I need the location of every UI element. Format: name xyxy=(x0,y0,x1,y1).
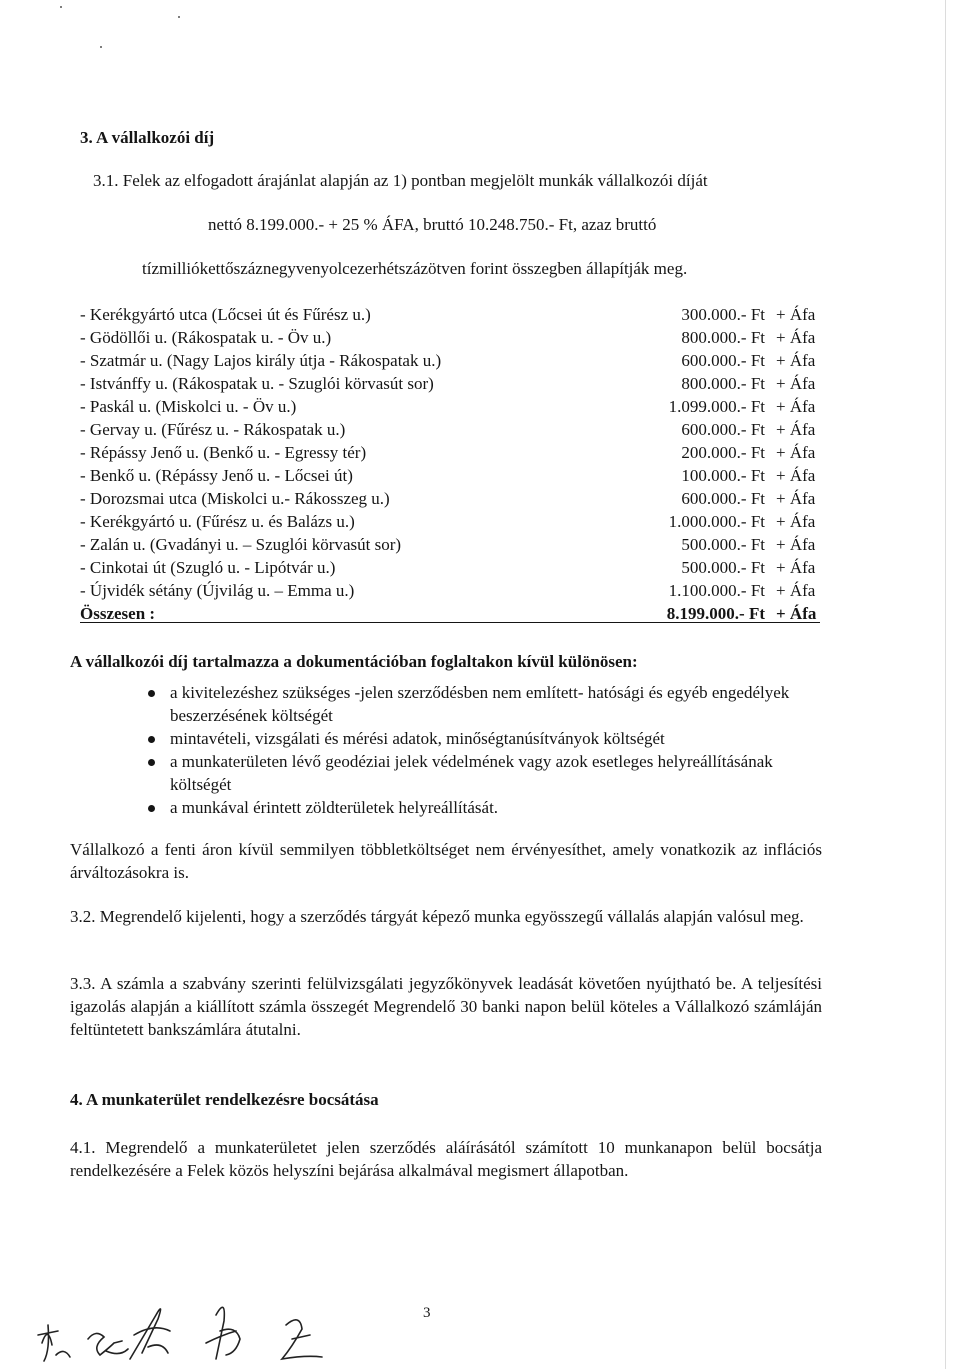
total-amount: 8.199.000.- Ft xyxy=(666,604,765,623)
paragraph-3-3: 3.3. A számla a szabvány szerinti felülvizsgálati jegyzőkönyvek leadását követően nyújtható be. A teljesítési igazolás alapján a kiállított számla összegét Megrendelő 30 banki napon belül köteles a Vállalkozó számláján feltüntetett bankszámlára átutalni. xyxy=(70,974,822,1039)
list-item: a munkával érintett zöldterületek helyreállítását. xyxy=(170,796,810,819)
row-amount: 1.099.000.- Ft xyxy=(668,397,765,416)
table-row xyxy=(80,304,840,326)
row-vat: + Áfa xyxy=(776,581,816,600)
row-vat: + Áfa xyxy=(776,489,816,508)
no-extra-cost-paragraph: Vállalkozó a fenti áron kívül semmilyen többletköltséget nem érvényesíthet, amely vonatkozik az inflációs árváltozásokra is. xyxy=(70,840,822,882)
row-amount: 100.000.- Ft xyxy=(681,466,765,485)
table-row xyxy=(80,488,840,510)
row-location: - Gervay u. (Fűrész u. - Rákospatak u.) xyxy=(80,420,346,439)
scan-speck xyxy=(100,46,102,48)
section-4-heading: 4. A munkaterület rendelkezésre bocsátása xyxy=(70,1090,379,1109)
table-row xyxy=(80,465,840,487)
table-row xyxy=(80,373,840,395)
paragraph-3-1-line-1: 3.1. Felek az elfogadott árajánlat alapján az 1) pontban megjelölt munkák vállalkozói díját xyxy=(93,171,708,190)
row-amount: 600.000.- Ft xyxy=(681,420,765,439)
list-item: a munkaterületen lévő geodéziai jelek védelmének vagy azok esetleges helyreállításának költségét xyxy=(170,750,810,796)
row-location: - Gödöllői u. (Rákospatak u. - Öv u.) xyxy=(80,328,332,347)
scan-speck xyxy=(60,6,62,8)
total-label: Összesen : xyxy=(80,604,156,623)
row-vat: + Áfa xyxy=(776,397,816,416)
row-amount: 500.000.- Ft xyxy=(681,535,765,554)
includes-list xyxy=(170,681,810,819)
row-location: - Dorozsmai utca (Miskolci u.- Rákosszeg u.) xyxy=(80,489,390,508)
table-row xyxy=(80,511,840,533)
row-vat: + Áfa xyxy=(776,305,816,324)
row-vat: + Áfa xyxy=(776,374,816,393)
paragraph-4-1: 4.1. Megrendelő a munkaterületet jelen szerződés aláírásától számított 10 munkanapon belül bocsátja rendelkezésére a Felek közös helyszíni bejárása alkalmával megismert állapotban. xyxy=(70,1138,822,1180)
row-location: - Paskál u. (Miskolci u. - Öv u.) xyxy=(80,397,297,416)
row-amount: 600.000.- Ft xyxy=(681,351,765,370)
list-item: a kivitelezéshez szükséges -jelen szerződésben nem említett- hatósági és egyéb engedélyek beszerzésének költségét xyxy=(170,681,810,727)
table-row xyxy=(80,350,840,372)
paragraph-3-2: 3.2. Megrendelő kijelenti, hogy a szerződés tárgyát képező munka egyösszegű vállalás alapján valósul meg. xyxy=(70,907,804,926)
row-amount: 200.000.- Ft xyxy=(681,443,765,462)
row-location: - Istvánffy u. (Rákospatak u. - Szuglói körvasút sor) xyxy=(80,374,434,393)
paragraph-3-1-line-3: tízmilliókettőszáznegyvenyolcezerhétszázötven forint összegben állapítják meg. xyxy=(142,259,688,278)
section-3-heading: 3. A vállalkozói díj xyxy=(80,128,215,147)
page-number: 3 xyxy=(423,1305,431,1321)
row-vat: + Áfa xyxy=(776,351,816,370)
row-location: - Újvidék sétány (Újvilág u. – Emma u.) xyxy=(80,581,355,600)
scan-speck xyxy=(178,16,180,18)
row-amount: 800.000.- Ft xyxy=(681,374,765,393)
row-location: - Kerékgyártó utca (Lőcsei út és Fűrész u.) xyxy=(80,305,371,324)
row-amount: 600.000.- Ft xyxy=(681,489,765,508)
table-row xyxy=(80,534,840,556)
row-location: - Szatmár u. (Nagy Lajos király útja - Rákospatak u.) xyxy=(80,351,442,370)
row-location: - Kerékgyártó u. (Fűrész u. és Balázs u.) xyxy=(80,512,355,531)
list-item: mintavételi, vizsgálati és mérési adatok, minőségtanúsítványok költségét xyxy=(170,727,810,750)
table-row xyxy=(80,327,840,349)
row-amount: 1.100.000.- Ft xyxy=(668,581,765,600)
row-vat: + Áfa xyxy=(776,558,816,577)
handwritten-signatures xyxy=(30,1295,330,1365)
row-location: - Benkő u. (Répássy Jenő u. - Lőcsei út) xyxy=(80,466,353,485)
row-amount: 300.000.- Ft xyxy=(681,305,765,324)
row-amount: 1.000.000.- Ft xyxy=(668,512,765,531)
row-vat: + Áfa xyxy=(776,328,816,347)
row-location: - Zalán u. (Gvadányi u. – Szuglói körvasút sor) xyxy=(80,535,402,554)
row-vat: + Áfa xyxy=(776,512,816,531)
table-row xyxy=(80,396,840,418)
table-row xyxy=(80,557,840,579)
scan-edge-line xyxy=(945,0,946,1369)
row-amount: 500.000.- Ft xyxy=(681,558,765,577)
row-vat: + Áfa xyxy=(776,535,816,554)
row-vat: + Áfa xyxy=(776,466,816,485)
paragraph-3-1-line-2: nettó 8.199.000.- + 25 % ÁFA, bruttó 10.248.750.- Ft, azaz bruttó xyxy=(208,215,657,234)
row-location: - Cinkotai út (Szugló u. - Lipótvár u.) xyxy=(80,558,336,577)
table-row xyxy=(80,419,840,441)
row-vat: + Áfa xyxy=(776,443,816,462)
includes-heading: A vállalkozói díj tartalmazza a dokumentációban foglaltakon kívül különösen: xyxy=(70,652,638,671)
total-row xyxy=(80,603,840,625)
row-vat: + Áfa xyxy=(776,420,816,439)
table-row xyxy=(80,442,840,464)
row-location: - Répássy Jenő u. (Benkő u. - Egressy tér) xyxy=(80,443,367,462)
table-row xyxy=(80,580,840,602)
row-amount: 800.000.- Ft xyxy=(681,328,765,347)
total-vat: + Áfa xyxy=(776,604,817,623)
